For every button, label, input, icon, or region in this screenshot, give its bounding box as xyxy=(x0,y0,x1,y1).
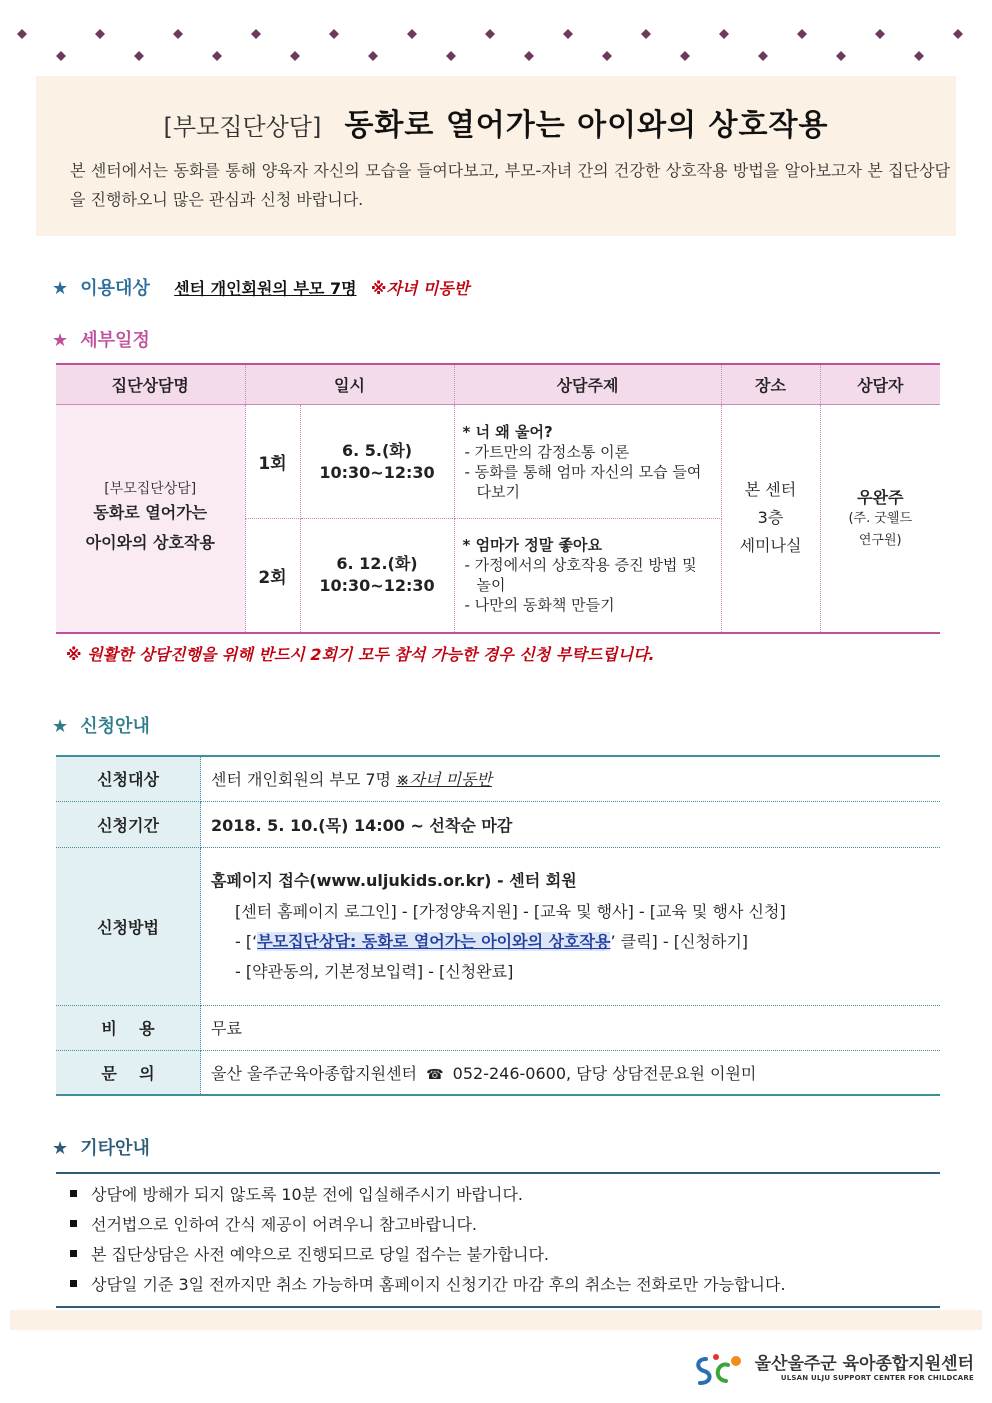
dot-icon xyxy=(875,29,885,39)
program-name-line1: 동화로 열어가는 xyxy=(93,503,208,523)
star-icon: ★ xyxy=(52,716,69,737)
other-info-list xyxy=(56,1174,940,1300)
title-main: 동화로 열어가는 아이와의 상호작용 xyxy=(344,108,829,143)
method-title: 홈페이지 접수(www.uljukids.or.kr) - 센터 회원 xyxy=(211,871,577,890)
session-datetime xyxy=(300,519,454,633)
bullet-icon xyxy=(70,1190,77,1197)
session-time: 10:30~12:30 xyxy=(319,576,435,596)
method-step xyxy=(211,927,939,957)
star-icon: ★ xyxy=(52,1138,69,1159)
schedule-header-row xyxy=(56,364,940,405)
apply-row-method xyxy=(56,847,940,1005)
dot-icon xyxy=(719,29,729,39)
target-text: 센터 개인회원의 부모 7명 xyxy=(174,279,357,298)
title-prefix: [부모집단상담] xyxy=(163,113,322,141)
star-icon: ★ xyxy=(52,330,69,351)
column-header: 일시 xyxy=(245,364,454,405)
star-icon: ★ xyxy=(52,278,69,299)
counselor-org: (주. 굿웰드 xyxy=(848,510,913,526)
dot-icon xyxy=(212,51,222,61)
program-name-cell xyxy=(56,405,245,633)
list-item-text: 선거법으로 인하여 간식 제공이 어려우니 참고바랍니다. xyxy=(91,1215,478,1234)
bullet-icon xyxy=(70,1250,77,1257)
schedule-section-heading xyxy=(52,326,150,352)
method-step-text: - [‘ xyxy=(235,932,258,951)
session-topic xyxy=(454,405,721,519)
bullet-icon xyxy=(70,1280,77,1287)
method-value xyxy=(201,847,941,1005)
contact-detail: 052-246-0600, 담당 상담전문요원 이원미 xyxy=(452,1063,757,1083)
program-prefix: [부모집단상담] xyxy=(104,481,197,498)
other-section-heading xyxy=(52,1134,150,1160)
target-note: ※자녀 미동반 xyxy=(370,279,470,298)
apply-label: 비 용 xyxy=(56,1005,201,1050)
apply-value xyxy=(201,756,941,801)
dot-icon xyxy=(563,29,573,39)
fee-value: 무료 xyxy=(201,1005,941,1050)
apply-row-target xyxy=(56,756,940,801)
target-heading: 이용대상 xyxy=(80,278,150,299)
dot-icon xyxy=(836,51,846,61)
dot-icon xyxy=(407,29,417,39)
column-header: 집단상담명 xyxy=(56,364,245,405)
dot-icon xyxy=(17,29,27,39)
session-datetime xyxy=(300,405,454,519)
target-note: ※자녀 미동반 xyxy=(396,770,492,790)
topic-item: - 나만의 동화책 만들기 xyxy=(464,596,615,615)
dot-icon xyxy=(485,29,495,39)
list-item xyxy=(70,1180,940,1210)
intro-paragraph: 본 센터에서는 동화를 통해 양육자 자신의 모습을 들여다보고, 부모-자녀 간의 건강한 상호작용 방법을 알아보고자 본 집단상담을 진행하오니 많은 관심과 신청 바랍니다. xyxy=(70,161,950,209)
schedule-table xyxy=(56,363,940,634)
session-date: 6. 12.(화) xyxy=(336,554,418,574)
place-line: 본 센터 xyxy=(744,480,797,500)
apply-label: 문 의 xyxy=(56,1050,201,1095)
counselor-cell xyxy=(820,405,940,633)
dot-icon xyxy=(251,29,261,39)
other-info-box xyxy=(56,1172,940,1308)
column-header: 장소 xyxy=(721,364,820,405)
bottom-band xyxy=(10,1310,982,1330)
method-step: [센터 홈페이지 로그인] - [가정양육지원] - [교육 및 행사] - [교육 및 행사 신청] xyxy=(235,902,786,921)
topic-item: - 가정에서의 상호작용 증진 방법 및 놀이 xyxy=(464,556,697,595)
period-value: 2018. 5. 10.(목) 14:00 ~ 선착순 마감 xyxy=(201,801,941,847)
dot-icon xyxy=(524,51,534,61)
counselor-name: 우완주 xyxy=(857,487,904,507)
contact-value xyxy=(201,1050,941,1095)
dot-icon xyxy=(56,51,66,61)
topic-item: - 가트만의 감정소통 이론 xyxy=(464,442,630,461)
session-round: 1회 xyxy=(245,405,300,519)
apply-label: 신청대상 xyxy=(56,756,201,801)
header-panel xyxy=(36,76,956,236)
decorative-dot-border xyxy=(0,0,992,70)
table-row xyxy=(56,405,940,519)
list-item-text: 상담일 기준 3일 전까지만 취소 가능하며 홈페이지 신청기간 마감 후의 취소는 전화로만 가능합니다. xyxy=(91,1275,786,1294)
session-topic xyxy=(454,519,721,633)
session-round: 2회 xyxy=(245,519,300,633)
program-name-line2: 아이와의 상호작용 xyxy=(85,533,215,553)
bullet-icon xyxy=(70,1220,77,1227)
dot-icon xyxy=(446,51,456,61)
page-title xyxy=(36,100,956,144)
footer-name-en: ULSAN ULJU SUPPORT CENTER FOR CHILDCARE xyxy=(780,1374,974,1382)
topic-title: * 너 왜 울어? xyxy=(462,422,553,441)
phone-icon: ☎ xyxy=(426,1066,444,1083)
topic-title: * 엄마가 정말 좋아요 xyxy=(462,536,602,555)
column-header: 상담주제 xyxy=(454,364,721,405)
place-cell xyxy=(721,405,820,633)
center-logo-icon xyxy=(692,1351,748,1387)
counselor-org: 연구원) xyxy=(858,532,902,548)
apply-label: 신청방법 xyxy=(56,847,201,1005)
dot-icon xyxy=(641,29,651,39)
apply-table xyxy=(56,755,940,1096)
dot-icon xyxy=(602,51,612,61)
dot-icon xyxy=(173,29,183,39)
target-value: 센터 개인회원의 부모 7명 xyxy=(211,770,391,790)
contact-center: 울산 울주군육아종합지원센터 xyxy=(211,1063,418,1083)
other-heading: 기타안내 xyxy=(80,1138,150,1159)
list-item-text: 본 집단상담은 사전 예약으로 진행되므로 당일 접수는 불가합니다. xyxy=(91,1245,550,1264)
apply-row-contact xyxy=(56,1050,940,1095)
list-item-text: 상담에 방해가 되지 않도록 10분 전에 입실해주시기 바랍니다. xyxy=(91,1185,523,1204)
method-step-text: ’ 클릭] - [신청하기] xyxy=(610,932,749,951)
list-item xyxy=(70,1240,940,1270)
topic-item: - 동화를 통해 엄마 자신의 모습 들여다보기 xyxy=(464,462,702,501)
dot-icon xyxy=(290,51,300,61)
apply-heading: 신청안내 xyxy=(80,716,150,737)
session-time: 10:30~12:30 xyxy=(319,462,435,482)
session-date: 6. 5.(화) xyxy=(341,440,413,460)
apply-row-period xyxy=(56,801,940,847)
list-item xyxy=(70,1210,940,1240)
dot-icon xyxy=(758,51,768,61)
place-line: 3층 xyxy=(757,508,784,528)
dot-icon xyxy=(95,29,105,39)
dot-icon xyxy=(914,51,924,61)
target-section xyxy=(52,274,469,300)
attendance-warning: ※ 원활한 상담진행을 위해 반드시 2회기 모두 참석 가능한 경우 신청 부탁드립니다. xyxy=(66,645,655,664)
dot-icon xyxy=(680,51,690,61)
dot-icon xyxy=(368,51,378,61)
schedule-heading: 세부일정 xyxy=(80,330,150,351)
apply-section-heading xyxy=(52,712,150,738)
place-line: 세미나실 xyxy=(739,536,802,556)
program-link[interactable]: 부모집단상담: 동화로 열어가는 아이와의 상호작용 xyxy=(257,932,611,951)
footer-name-ko: 울산울주군 육아종합지원센터 xyxy=(754,1354,974,1374)
dot-icon xyxy=(329,29,339,39)
apply-row-fee xyxy=(56,1005,940,1050)
method-step: - [약관동의, 기본정보입력] - [신청완료] xyxy=(235,962,514,981)
dot-icon xyxy=(797,29,807,39)
apply-label: 신청기간 xyxy=(56,801,201,847)
column-header: 상담자 xyxy=(820,364,940,405)
list-item xyxy=(70,1270,940,1300)
dot-icon xyxy=(953,29,963,39)
dot-icon xyxy=(134,51,144,61)
